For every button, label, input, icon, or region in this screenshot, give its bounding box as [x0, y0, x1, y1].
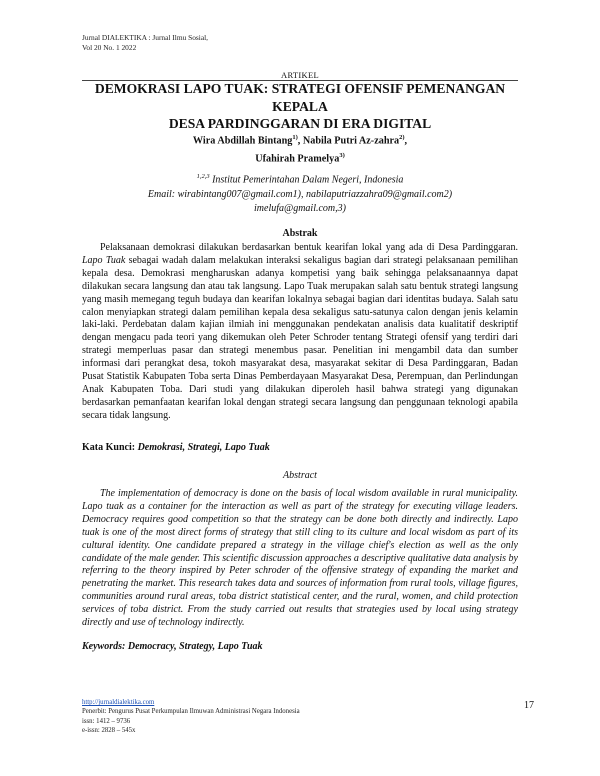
paper-title	[82, 80, 518, 133]
affiliation	[82, 170, 518, 188]
journal-volume: Vol 20 No. 1 2022	[82, 43, 137, 52]
author-2: Nabila Putri Az-zahra	[302, 135, 400, 147]
keywords-id-values: Demokrasi, Strategi, Lapo Tuak	[137, 442, 270, 453]
keywords-en	[82, 641, 518, 652]
author-separator: ,	[297, 135, 303, 147]
keywords-id	[82, 442, 518, 453]
abstract-id-rest: sebagai wadah dalam melakukan interaksi sekaligus bagian dari strategi pelaksanaan pemilihan kepala desa. Demokrasi mengharuskan adanya kompetisi yang baik sehingga pelaksanaannya dapat dilakukan secara langsung dan atau tak langsung. Lapo Tuak merupakan salah satu bentuk strategi langsung yang masih memegang teguh budaya dan kearifan lokalnya sebagai bagian dari identitas budaya. Salah satu calon menyiapkan strategi dalam pemilihan kepala desa sekaligus satu-satunya calon dengan jenis kelamin laki-laki. Perdebatan dalam kajian ilmiah ini menggunakan pendekatan analisis data kualitatif deskriptif dengan mengacu pada teori yang dikemukan oleh Peter Schroder tentang Strategi ofensif yang terdiri dari strategi memperluas pasar dan strategi menembus pasar. Penelitian ini mengambil data dan sumber informasi dari perangkat desa, tokoh masyarakat desa, masyarakat sekitar di Desa Pardinggaran, Badan Pusat Statistik Kabupaten Toba serta Dinas Pemberdayaan Masyarakat Desa, Perempuan, dan Perlindungan Anak Kabupaten Toba. Dari studi yang dilakukan diperoleh hasil bahwa strategi yang digunakan berdasarkan pemanfaatan kearifan lokal dengan strategi secara langsung dan penggunaan teknologi apabila secara tidak langsung.	[82, 254, 519, 421]
title-line-2: DESA PARDINGGARAN DI ERA DIGITAL	[168, 116, 432, 131]
abstract-id-body	[82, 242, 518, 423]
journal-header	[82, 33, 208, 53]
abstract-id-start: Pelaksanaan demokrasi dilakukan berdasarkan bentuk kearifan lokal yang ada di Desa Pardinggaran.	[100, 242, 518, 253]
keywords-en-values: Democracy, Strategy, Lapo Tuak	[127, 641, 263, 652]
publisher-line: Penerbit: Pengurus Pusat Perkumpulan Ilmuwan Administrasi Negara Indonesia	[82, 708, 300, 716]
affiliation-institution: Institut Pemerintahan Dalam Negeri, Indonesia	[209, 174, 404, 186]
issn-line: issn: 1412 – 9736	[82, 717, 131, 725]
author-separator: ,	[404, 135, 408, 147]
email-line: imelufa@gmail.com,3)	[254, 203, 346, 215]
author-2-mark: 2)	[399, 134, 405, 141]
affiliation-block	[82, 170, 518, 217]
abstract-en-heading: Abstract	[283, 470, 317, 481]
abstract-id-heading: Abstrak	[282, 228, 318, 239]
keywords-en-label: Keywords:	[82, 641, 128, 652]
author-list	[82, 130, 518, 167]
email-line: Email: wirabintang007@gmail.com1), nabilaputriazzahra09@gmail.com2)	[147, 188, 453, 200]
abstract-id-term: Lapo Tuak	[82, 254, 126, 266]
article-label: ARTIKEL	[281, 70, 319, 80]
author-1-mark: 1)	[292, 134, 298, 141]
title-line-1: DEMOKRASI LAPO TUAK: STRATEGI OFENSIF PEMENANGAN KEPALA	[94, 81, 506, 114]
author-3-mark: 3)	[339, 152, 345, 160]
keywords-id-label: Kata Kunci:	[82, 442, 138, 453]
footer	[82, 698, 300, 735]
journal-name: Jurnal DIALEKTIKA : Jurnal Ilmu Sosial,	[82, 33, 209, 42]
author-1: Wira Abdillah Bintang	[192, 135, 293, 147]
eissn-line: e-issn: 2828 – 545x	[82, 726, 136, 734]
journal-url-link[interactable]: http://jurnaldialektika.com	[82, 699, 155, 706]
page-number: 17	[524, 700, 534, 711]
affiliation-mark: 1,2,3	[196, 173, 210, 180]
abstract-en-body: The implementation of democracy is done on the basis of local wisdom available in rural municipality. Lapo tuak as a container for the interaction as well as part of the strategy for executing village leaders. Democracy requires good competition so that the strategy can be done both directly and indirectly. Lapo tuak is one of the most direct forms of strategy that still cling to its culture and local wisdom as part of its cultural identity. One candidate prepared a strategy in the village chief's election as well as the only candidate of the male gender. This scientific discussion approaches a descriptive qualitative data analysis by referring to the theory inspired by Peter schroder of the offensive strategy of expanding the market and penetrating the market. This research takes data and sources of information from rural tools, village figures, communities around rural areas, toba district statistical center, and the rural, women, and child protection services of toba district. From the study carried out results that strategies used by local using strategy directly and use of technology indirectly.	[82, 488, 518, 629]
author-3: Ufahirah Pramelya	[255, 153, 340, 165]
